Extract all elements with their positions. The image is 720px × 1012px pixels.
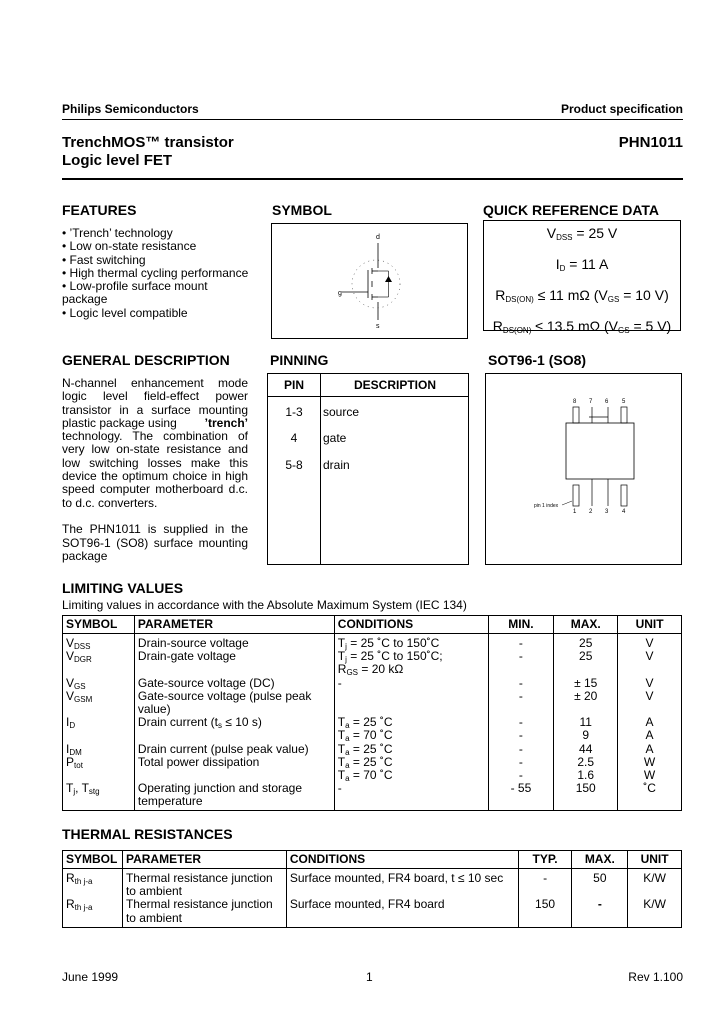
table-row [63,869,682,928]
document-type: Product specification [560,102,683,116]
pin-number: 1-3 [285,405,303,419]
header-rule [62,119,683,120]
company-name: Philips Semiconductors [62,102,199,116]
col-header: MAX. [554,616,618,634]
title-rule [62,178,683,180]
desc-line: to d.c. converters. [62,495,158,510]
desc-line: SOT96-1 (SO8) surface mounting [62,535,248,550]
col-header: UNIT [628,851,682,869]
feature-item: package [62,292,108,307]
thermal-heading: THERMAL RESISTANCES [62,826,233,842]
pin-label: 2 [589,509,593,515]
col-header: PARAMETER [122,851,286,869]
symbol-cell: $R_{th j-a}$ $R_{th j-a}$ [63,869,123,928]
col-header: TYP. [518,851,572,869]
table-header-row [63,851,682,869]
pin-label: 8 [573,399,577,405]
footer-revision: Rev 1.100 [628,970,683,984]
parameter-cell: Drain-source voltage Drain-gate voltage Gate-source voltage (DC) Gate-source voltage (pulse peak value) Drain current ($t_s \le 10$ s) Drain current (pulse peak value) Total power dissipation Operating junction and storage temperature [134,634,334,811]
pin1-index-label: pin 1 index [534,503,559,509]
typ-cell: - 150 [518,869,572,928]
desc-line: low switching losses make this [62,455,248,470]
pin-col-header: PIN [283,378,304,392]
feature-item: • Fast switching [62,252,146,267]
general-heading: GENERAL DESCRIPTION [62,352,230,368]
source-label: s [376,323,380,330]
col-header: PARAMETER [134,616,334,634]
limiting-heading: LIMITING VALUES [62,580,184,596]
desc-line: transistor in a surface mounting [62,402,248,417]
qrd-id: $I_D = 11$ A [555,256,609,273]
footer-date: June 1999 [62,970,119,984]
drain-label: d [376,234,380,241]
min-cell: - - - - - - - - - - 55 [488,634,554,811]
desc-line: device the optimum choice in high [62,469,248,484]
general-description [62,377,248,563]
unit-cell: K/W K/W [628,869,682,928]
table-row [63,634,682,811]
limiting-subtitle: Limiting values in accordance with the Absolute Maximum System (IEC 134) [62,598,467,612]
parameter-cell: Thermal resistance junction to ambient Thermal resistance junction to ambient [122,869,286,928]
title-line1: TrenchMOS™ transistor [62,134,234,151]
conditions-cell: Surface mounted, FR4 board, t ≤ 10 sec Surface mounted, FR4 board [286,869,518,928]
part-number: PHN1011 [618,134,683,151]
pin-description: gate [323,431,347,445]
so8-package-icon [486,374,681,564]
trench-word: ’trench’ [204,415,248,430]
qrd-vdss: $V_{DSS} = 25$ V [546,225,618,242]
pin-description: source [323,405,360,419]
footer-page-number: 1 [366,970,373,984]
col-header: SYMBOL [63,616,135,634]
pinning-heading: PINNING [270,352,329,368]
desc-line: plastic package using ’trench’ [62,415,248,430]
thermal-resistances-table [62,850,682,928]
qrd-rdson-10v: $R_{DS(ON)} \le 11$ mΩ ($V_{GS} = 10$ V) [495,287,669,304]
limiting-values-table [62,615,682,811]
desc-line: The PHN1011 is supplied in the [62,522,248,537]
symbol-heading: SYMBOL [272,202,332,218]
pin-label: 5 [622,399,626,405]
package-heading: SOT96-1 (SO8) [488,352,587,368]
title-line2: Logic level FET [62,152,173,169]
symbol-cell: $V_{DSS}$ $V_{DGR}$ $V_{GS}$ $V_{GSM}$ $I_D$ $I_{DM}$ $P_{tot}$ $T_j$, $T_{stg}$ [63,634,135,811]
table-header-row [63,616,682,634]
pin-label: 3 [605,509,609,515]
desc-line: speed computer motherboard d.c. [62,482,248,497]
qrd-rdson-5v: $R_{DS(ON)} \le 13.5$ mΩ ($V_{GS} = 5$ V) [492,318,672,335]
feature-item: • Low-profile surface mount [62,279,208,294]
mosfet-symbol-icon [272,224,467,338]
unit-cell: V V V V A A A W W ˚C [618,634,682,811]
col-header: CONDITIONS [286,851,518,869]
desc-line: very low on-state resistance and [62,442,248,457]
feature-item: • ’Trench’ technology [62,226,173,240]
max-cell: 25 25 ± 15 ± 20 11 9 44 2.5 1.6 150 [554,634,618,811]
col-header: UNIT [618,616,682,634]
pin-number: 5-8 [285,458,303,472]
desc-line: technology. The combination of [62,429,248,444]
quick-ref-box [483,220,681,335]
description-col-header: DESCRIPTION [353,378,436,392]
col-header: SYMBOL [63,851,123,869]
desc-line: logic level field-effect power [62,389,248,404]
feature-item: • Low on-state resistance [62,239,197,254]
max-cell: 50 - [572,869,628,928]
features-list [62,227,262,320]
symbol-box [271,223,468,339]
features-heading: FEATURES [62,202,137,218]
desc-line: package [62,548,108,563]
pin-number: 4 [290,431,298,445]
pin-label: 1 [573,509,577,515]
col-header: MIN. [488,616,554,634]
gate-label: g [338,290,342,297]
pin-label: 6 [605,399,609,405]
pin-description: drain [323,458,350,472]
col-header: MAX. [572,851,628,869]
desc-line: N-channel enhancement mode [62,376,248,390]
conditions-cell: $T_j = 25$ ˚C to 150˚C $T_j = 25$ ˚C to 150˚C; $R_{GS} = 20$ kΩ - $T_a = 25$ ˚C $T_a = 70$ ˚C $T_a = 25$ ˚C $T_a = 25$ ˚C $T_a = 70$ ˚C - [334,634,488,811]
feature-item: • Logic level compatible [62,305,188,320]
quick-ref-heading: QUICK REFERENCE DATA [483,202,660,218]
package-box [485,373,682,565]
pin-label: 4 [622,509,626,515]
pinning-table [267,373,469,565]
col-header: CONDITIONS [334,616,488,634]
pin-label: 7 [589,399,593,405]
feature-item: • High thermal cycling performance [62,265,249,280]
